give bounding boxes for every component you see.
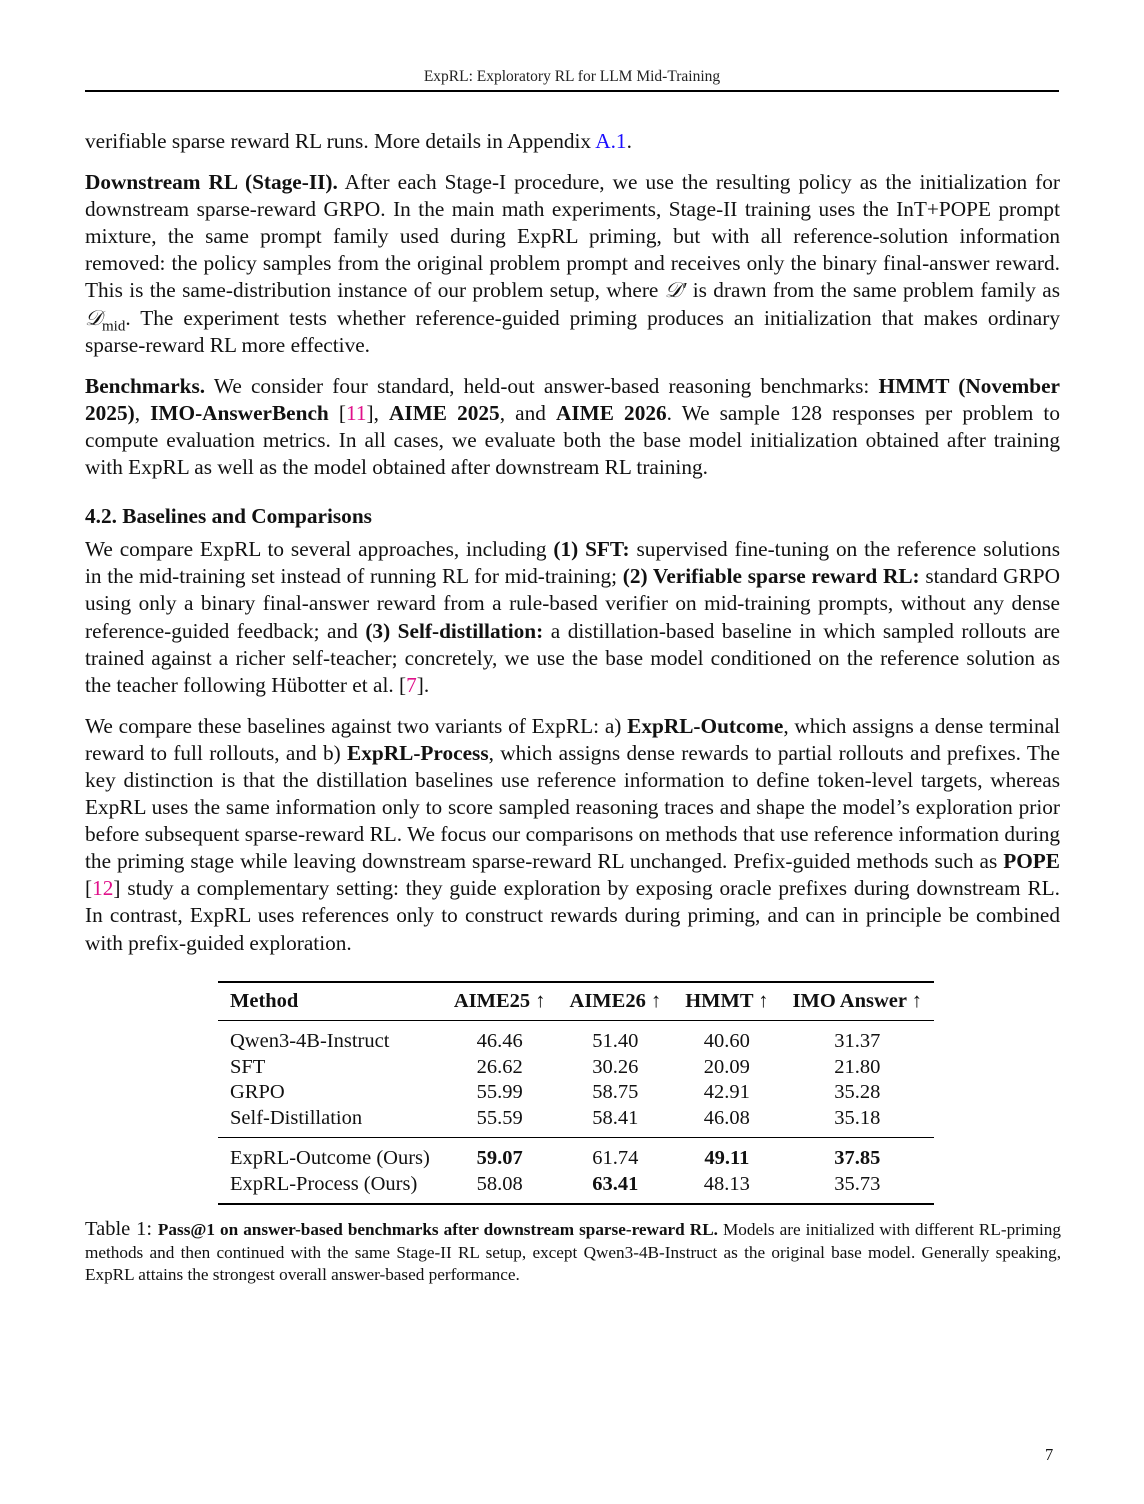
table-cell: 26.62 (476, 1055, 523, 1078)
benchmark-hmmt: HMMT (November 2025) (85, 373, 1060, 425)
table-cell: ExpRL-Process (Ours) (230, 1172, 418, 1195)
paragraph-variants (85, 713, 1060, 957)
citation-link[interactable]: 11 (345, 400, 367, 425)
table-row (218, 1080, 934, 1106)
paragraph-text: . We sample 128 responses per problem to compute evaluation metrics. In all cases, we evaluate both the base model initialization obtained after training with ExpRL as well as the model obtained after downstream RL training. (85, 400, 1060, 480)
paragraph-text: We consider four standard, held-out answer-based reasoning benchmarks: (205, 373, 879, 398)
table-cell: 46.46 (476, 1030, 523, 1053)
baseline-self-distill: (3) Self-distillation: (365, 618, 544, 643)
paragraph-text: is drawn from the same problem family as (686, 278, 1060, 303)
table-cell: 31.37 (834, 1030, 881, 1053)
table-cell: 51.40 (592, 1030, 639, 1053)
paragraph-text: . (626, 129, 632, 153)
page-number: 7 (1045, 1445, 1054, 1464)
method-pope: POPE (1003, 849, 1060, 874)
paragraph-text: , which assigns a dense terminal reward to full rollouts, and b) (85, 713, 1060, 765)
table-row (218, 1055, 934, 1081)
table-cell: 35.73 (834, 1172, 881, 1195)
math-subscript: mid (102, 317, 126, 334)
paragraph-text: standard GRPO using only a binary final-answer reward from a rule-based verifier on mid-training prompts, without any dense reference-guided feedback; and (85, 564, 1060, 643)
table-cell-best: 59.07 (476, 1147, 523, 1170)
paragraph-text: , which assigns dense rewards to partial rollouts and prefixes. The key distinction is that the distillation baselines use reference information to define token-level targets, whereas ExpRL uses the same information only to score sampled reasoning traces and shape the model’s exploration prior before subsequent sparse-reward RL. We focus our comparisons on methods that use reference information during the priming stage while leaving downstream sparse-reward RL unchanged. Prefix-guided methods such as (85, 740, 1061, 874)
column-header: AIME26 ↑ (569, 990, 662, 1012)
cite-bracket: ], (366, 400, 390, 425)
paragraph-text: We compare these baselines against two variants of ExpRL: a) (85, 713, 628, 738)
paragraph-text: supervised fine-tuning on the reference solutions in the mid-training set instead of running RL for mid-training; (85, 537, 1060, 589)
section-heading: 4.2. Baselines and Comparisons (85, 504, 372, 529)
cite-bracket: [ (85, 876, 93, 901)
table-cell: Qwen3-4B-Instruct (230, 1030, 390, 1053)
paragraph-baselines (85, 536, 1060, 699)
paragraph-lead: Downstream RL (Stage-II). (85, 170, 338, 195)
paragraph-text: verifiable sparse reward RL runs. More details in Appendix (85, 129, 596, 153)
table-cell: 55.59 (476, 1106, 523, 1129)
table-cell: ExpRL-Outcome (Ours) (230, 1147, 430, 1170)
appendix-link[interactable]: A.1 (595, 129, 627, 153)
paragraph-text: ]. (416, 672, 430, 697)
caption-label: Table 1: (85, 1218, 158, 1240)
table-cell: 35.18 (834, 1106, 881, 1129)
table-row (218, 1138, 934, 1172)
table-cell-best: 63.41 (592, 1172, 639, 1195)
table-cell: 46.08 (703, 1106, 750, 1129)
column-header: Method (230, 990, 299, 1012)
table-header-row (218, 982, 934, 1021)
table-row (218, 1106, 934, 1138)
paragraph-downstream-rl (85, 169, 1060, 359)
separator: , and (499, 400, 556, 425)
column-header: IMO Answer ↑ (792, 990, 922, 1012)
column-header: AIME25 ↑ (453, 990, 546, 1012)
running-header: ExpRL: Exploratory RL for LLM Mid-Training (85, 68, 1059, 92)
table-cell: 20.09 (703, 1055, 750, 1078)
variant-outcome: ExpRL-Outcome (627, 713, 784, 738)
paragraph-text: . The experiment tests whether reference-guided priming produces an initialization that makes ordinary sparse-reward RL more effective. (85, 305, 1060, 357)
table-cell: 35.28 (834, 1081, 881, 1104)
benchmark-imo: IMO-AnswerBench (150, 400, 329, 425)
caption-bold: Pass@1 on answer-based benchmarks after downstream sparse-reward RL. (157, 1220, 718, 1239)
table-caption (85, 1218, 1061, 1287)
table-cell: 48.13 (703, 1172, 750, 1195)
cite-bracket: [ (328, 400, 346, 425)
table-row (218, 1021, 934, 1055)
table-cell: 61.74 (592, 1147, 639, 1170)
paragraph-text: We compare ExpRL to several approaches, including (85, 537, 554, 562)
paragraph-text: After each Stage-I procedure, we use the resulting policy as the initialization for downstream sparse-reward GRPO. In the main math experiments, Stage-II training uses the InT+POPE prompt mixture, the same prompt family used during ExpRL priming, but with all reference-solution information removed: the policy samples from the original problem prompt and receives only the binary final-answer reward. This is the same-distribution instance of our problem setup, where (85, 170, 1060, 303)
table-cell: 30.26 (592, 1055, 639, 1078)
paragraph-lead: Benchmarks. (85, 373, 206, 398)
column-header: HMMT ↑ (685, 990, 769, 1012)
citation-link[interactable]: 12 (92, 876, 114, 901)
baseline-sparse-rl: (2) Verifiable sparse reward RL: (622, 564, 920, 589)
paragraph-text: a distillation-based baseline in which sampled rollouts are trained against a richer self-teacher; concretely, we use the base model conditioned on the reference solution as the teacher following Hübotter et al. [ (85, 618, 1060, 697)
separator: , (134, 400, 151, 425)
table-cell: 40.60 (703, 1030, 750, 1053)
table-cell: 42.91 (703, 1081, 750, 1104)
table-cell: 21.80 (834, 1055, 881, 1078)
table-cell: 58.75 (592, 1081, 639, 1104)
table-cell-best: 49.11 (704, 1147, 750, 1170)
benchmark-aime26: AIME 2026 (555, 400, 667, 425)
results-table (218, 981, 925, 1205)
table-cell-best: 37.85 (834, 1147, 881, 1170)
table-cell: GRPO (230, 1081, 285, 1104)
paragraph-text: ] study a complementary setting: they guide exploration by exposing oracle prefixes during downstream RL. In contrast, ExpRL uses references only to construct rewards during priming, and can in principle be combined with prefix-guided exploration. (85, 876, 1060, 955)
paragraph-appendix-ref (85, 128, 1060, 155)
table-row (218, 1172, 934, 1205)
table-cell: Self-Distillation (230, 1106, 363, 1129)
table-cell: SFT (230, 1055, 266, 1078)
math-d: 𝒟 (85, 305, 102, 330)
baseline-sft: (1) SFT: (553, 537, 630, 562)
variant-process: ExpRL-Process (347, 740, 489, 765)
paragraph-benchmarks (85, 373, 1060, 481)
main-content (85, 128, 1060, 971)
citation-link[interactable]: 7 (406, 672, 417, 697)
table-cell: 58.41 (592, 1106, 639, 1129)
table-cell: 55.99 (476, 1081, 523, 1104)
benchmark-aime25: AIME 2025 (389, 400, 500, 425)
math-d-prime: 𝒟′ (664, 278, 687, 303)
table-cell: 58.08 (476, 1172, 523, 1195)
caption-text: Models are initialized with different RL-priming methods and then continued with the same Stage-II RL setup, except Qwen3-4B-Instruct as the original base model. Generally speaking, ExpRL attains the strongest overall answer-based performance. (85, 1220, 1061, 1284)
